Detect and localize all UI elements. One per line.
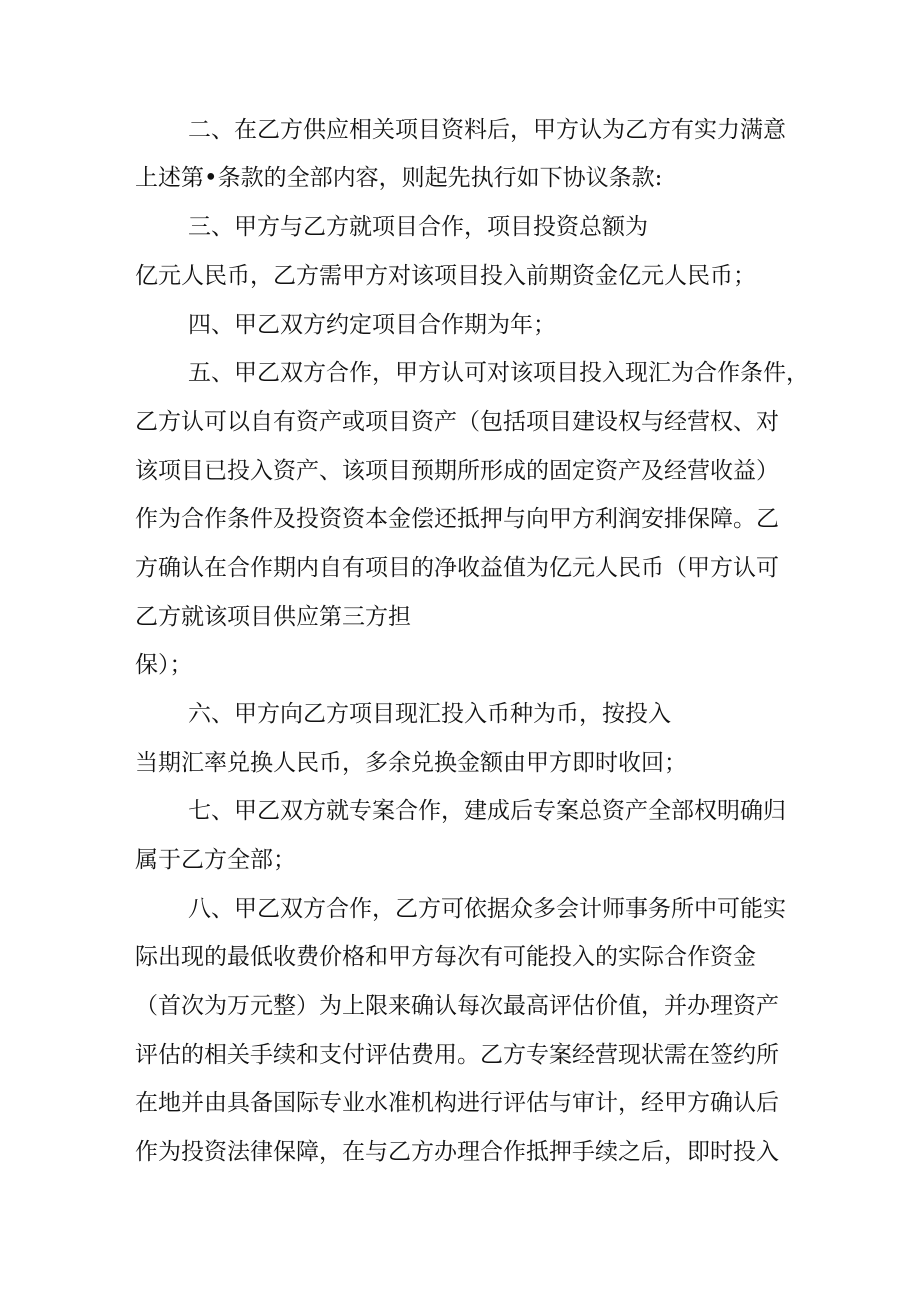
- clause-5-line-6: 乙方就该项目供应第三方担: [135, 604, 411, 630]
- clause-8-line-3: （首次为万元整）为上限来确认每次最高评估价值，并办理资产: [135, 993, 779, 1019]
- clause-2-line-1: 二、在乙方供应相关项目资料后，甲方认为乙方有实力满意: [188, 117, 786, 143]
- clause-8-line-6: 作为投资法律保障，在与乙方办理合作抵押手续之后，即时投入: [135, 1139, 779, 1165]
- clause-7-line-1: 七、甲乙双方就专案合作，建成后专案总资产全部权明确归: [188, 798, 786, 824]
- clause-2-line-2: 上述第•条款的全部内容，则起先执行如下协议条款:: [135, 165, 663, 191]
- clause-5-line-2: 乙方认可以自有资产或项目资产（包括项目建设权与经营权、对: [135, 409, 779, 435]
- clause-8-line-4: 评估的相关手续和支付评估费用。乙方专案经营现状需在签约所: [135, 1042, 779, 1068]
- clause-5-line-4: 作为合作条件及投资资本金偿还抵押与向甲方利润安排保障。乙: [135, 506, 779, 532]
- clause-3-line-1: 三、甲方与乙方就项目合作，项目投资总额为: [188, 214, 648, 240]
- clause-8-line-2: 际出现的最低收费价格和甲方每次有可能投入的实际合作资金: [135, 944, 756, 970]
- clause-3-line-2: 亿元人民币，乙方需甲方对该项目投入前期资金亿元人民币；: [135, 263, 756, 289]
- clause-6-line-1: 六、甲方向乙方项目现汇投入币种为币，按投入: [188, 701, 671, 727]
- clause-7-line-2: 属于乙方全部；: [135, 847, 296, 873]
- clause-5-line-3: 该项目已投入资产、该项目预期所形成的固定资产及经营收益）: [135, 458, 779, 484]
- clause-6-line-2: 当期汇率兑换人民币，多余兑换金额由甲方即时收回；: [135, 750, 687, 776]
- clause-8-line-1: 八、甲乙双方合作，乙方可依据众多会计师事务所中可能实: [188, 896, 786, 922]
- clause-5-line-5: 方确认在合作期内自有项目的净收益值为亿元人民币（甲方认可: [135, 555, 779, 581]
- clause-5-line-1: 五、甲乙双方合作，甲方认可对该项目投入现汇为合作条件，: [188, 360, 809, 386]
- clause-8-line-5: 在地并由具备国际专业水准机构进行评估与审计，经甲方确认后: [135, 1090, 779, 1116]
- clause-5-line-7: 保）；: [135, 652, 193, 678]
- clause-4-line-1: 四、甲乙双方约定项目合作期为年；: [188, 312, 556, 338]
